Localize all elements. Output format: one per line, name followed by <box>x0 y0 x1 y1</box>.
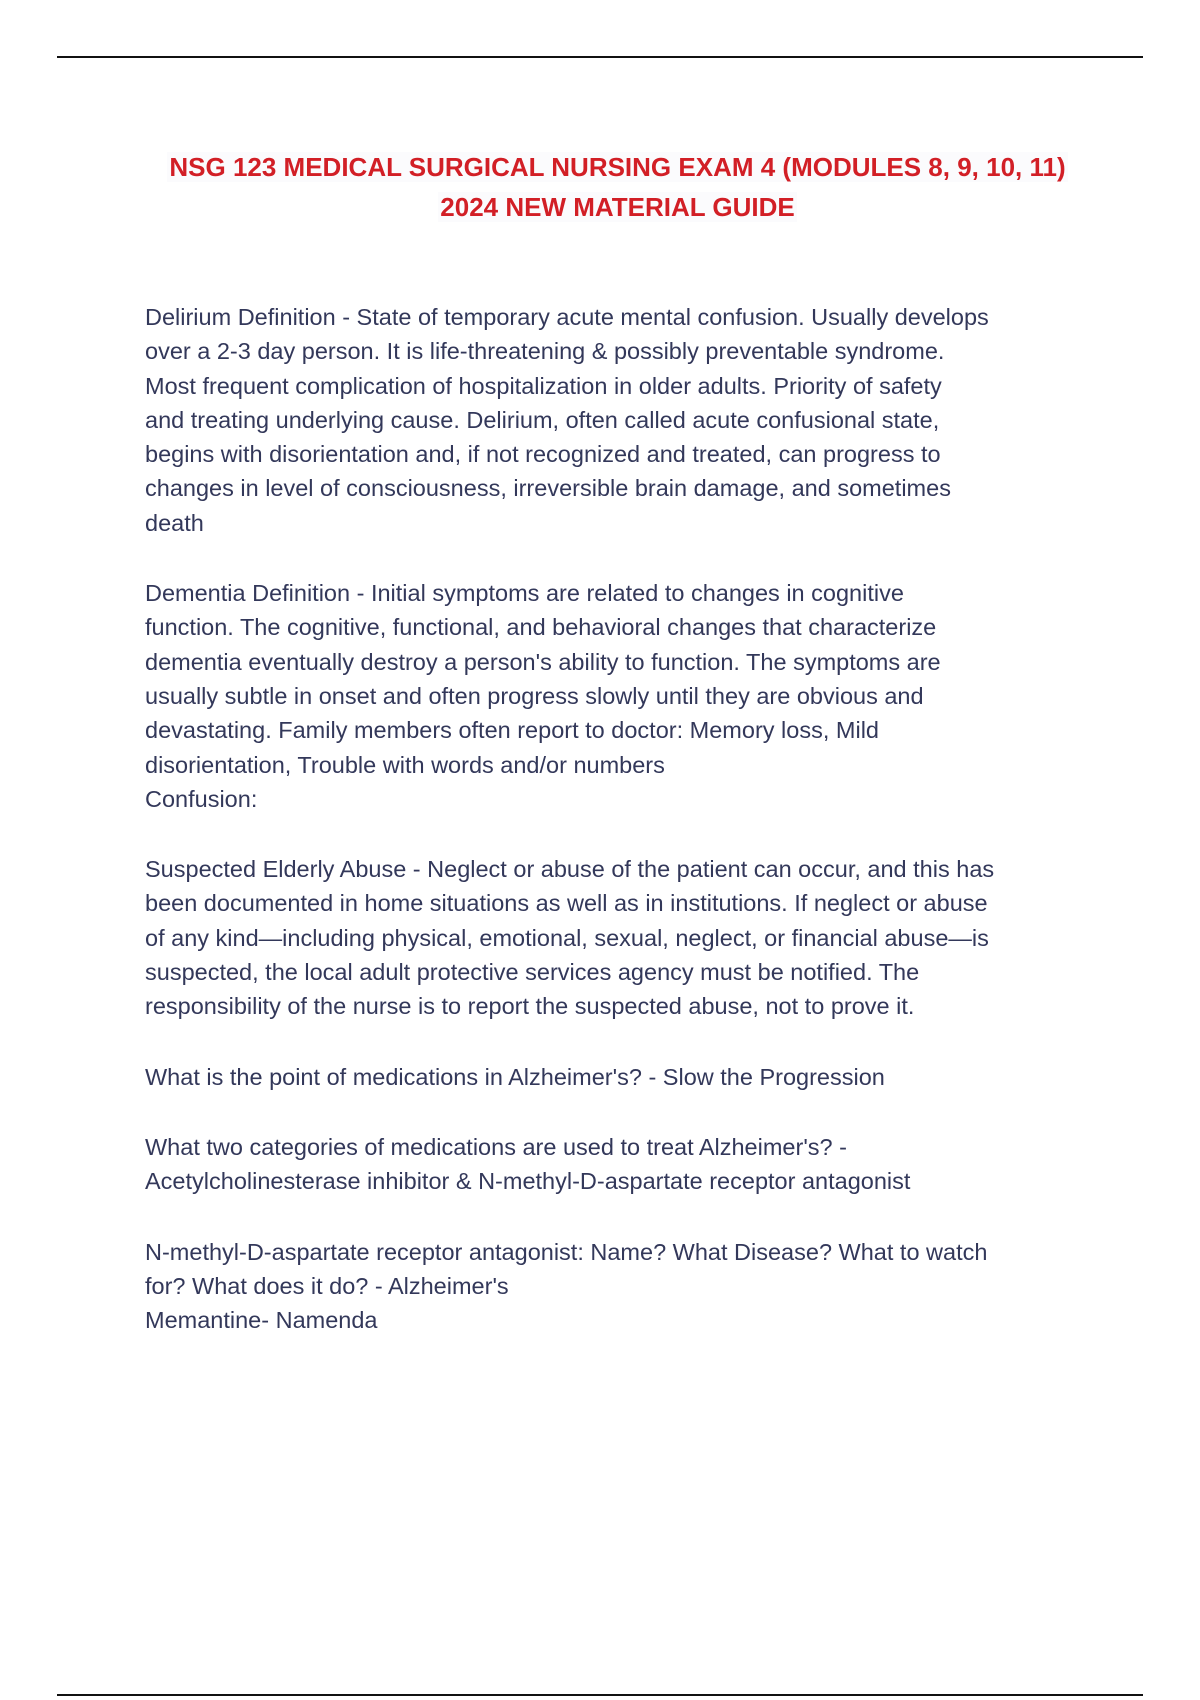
entry-line: Dementia Definition - Initial symptoms are related to changes in cognitive <box>145 580 904 607</box>
document-body <box>145 300 1085 1373</box>
title-line-1: NSG 123 MEDICAL SURGICAL NURSING EXAM 4 (MODULES 8, 9, 10, 11) <box>169 152 1066 182</box>
entry-line: Most frequent complication of hospitalization in older adults. Priority of safety <box>145 372 942 399</box>
entry-line: for? What does it do? - Alzheimer's <box>145 1272 509 1299</box>
entry-line: changes in level of consciousness, irreversible brain damage, and sometimes <box>145 475 951 502</box>
entry-line: Acetylcholinesterase inhibitor & N-methyl-D-aspartate receptor antagonist <box>145 1168 911 1195</box>
entry-line: Memantine- Namenda <box>145 1307 378 1334</box>
entry-line: N-methyl-D-aspartate receptor antagonist: Name? What Disease? What to watch <box>145 1238 988 1265</box>
bottom-rule <box>57 1694 1143 1696</box>
entry-line: devastating. Family members often report to doctor: Memory loss, Mild <box>145 717 879 744</box>
entry-line: of any kind—including physical, emotional, sexual, neglect, or financial abuse—is <box>145 924 989 951</box>
entry-line: death <box>145 509 204 536</box>
entry-nmda-receptor-antagonist <box>145 1235 1085 1338</box>
entry-line: What two categories of medications are used to treat Alzheimer's? - <box>145 1133 847 1160</box>
entry-line: responsibility of the nurse is to report the suspected abuse, not to prove it. <box>145 993 915 1020</box>
entry-line: Suspected Elderly Abuse - Neglect or abuse of the patient can occur, and this has <box>145 856 995 883</box>
document-title <box>120 147 1115 227</box>
entry-suspected-elderly-abuse <box>145 852 1085 1023</box>
entry-line: dementia eventually destroy a person's ability to function. The symptoms are <box>145 648 941 675</box>
entry-line: What is the point of medications in Alzheimer's? - Slow the Progression <box>145 1063 885 1090</box>
entry-dementia-definition <box>145 576 1085 816</box>
entry-line: usually subtle in onset and often progress slowly until they are obvious and <box>145 682 924 709</box>
entry-alzheimers-medication-categories <box>145 1130 1085 1199</box>
top-rule <box>57 56 1143 58</box>
entry-line: function. The cognitive, functional, and behavioral changes that characterize <box>145 614 937 641</box>
entry-alzheimers-medication-point <box>145 1060 1085 1094</box>
entry-line: over a 2-3 day person. It is life-threatening & possibly preventable syndrome. <box>145 338 945 365</box>
entry-line: been documented in home situations as well as in institutions. If neglect or abuse <box>145 890 988 917</box>
entry-line: disorientation, Trouble with words and/or numbers <box>145 751 665 778</box>
entry-line: and treating underlying cause. Delirium, often called acute confusional state, <box>145 406 940 433</box>
entry-line: Delirium Definition - State of temporary acute mental confusion. Usually develops <box>145 304 989 330</box>
entry-line: Confusion: <box>145 785 258 812</box>
entry-line: begins with disorientation and, if not recognized and treated, can progress to <box>145 441 941 468</box>
title-line-2: 2024 NEW MATERIAL GUIDE <box>440 192 795 222</box>
entry-line: suspected, the local adult protective services agency must be notified. The <box>145 959 920 986</box>
entry-delirium-definition <box>145 300 1085 540</box>
